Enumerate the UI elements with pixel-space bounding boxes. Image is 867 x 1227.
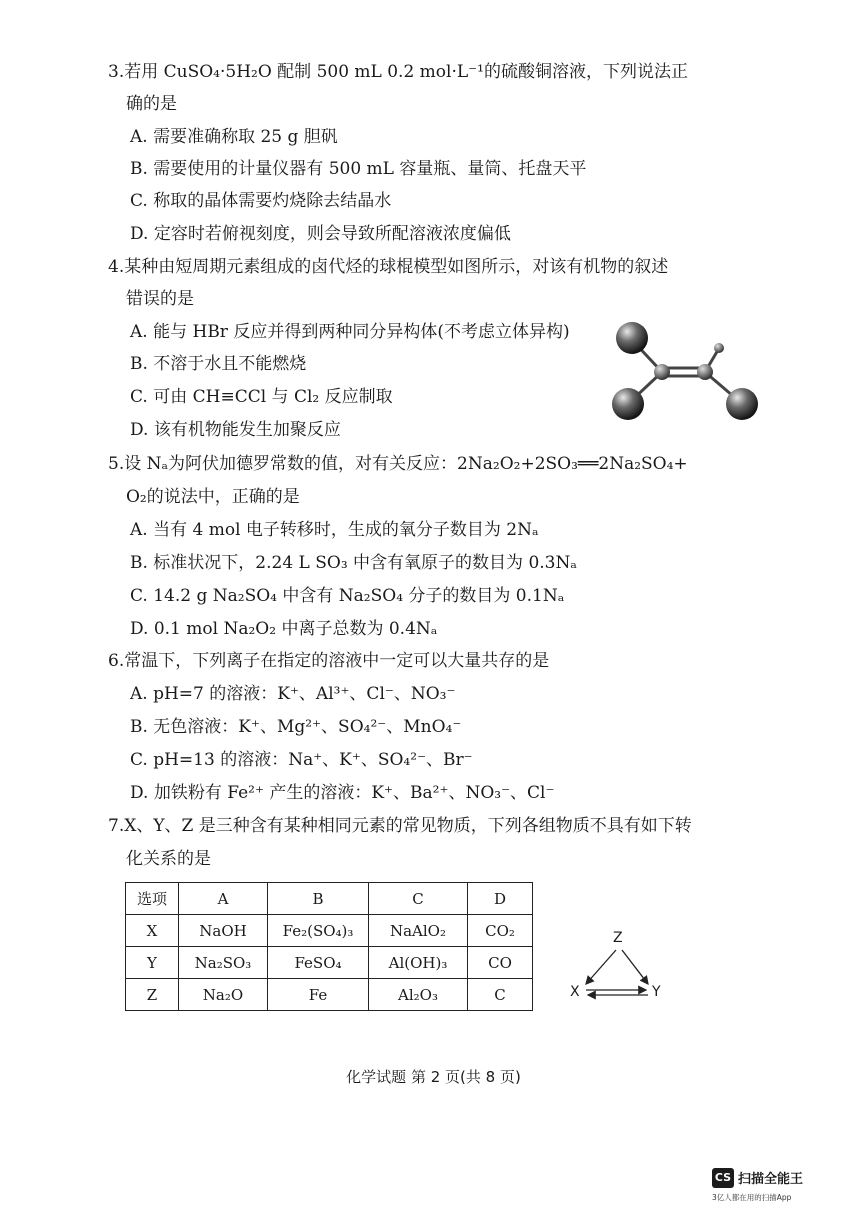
q7-stem-line2: 化关系的是 [126, 849, 211, 869]
table-cell: Fe [268, 979, 369, 1011]
diagram-label-y: Y [652, 984, 661, 1000]
q6-option-c: C. pH=13 的溶液：Na⁺、K⁺、SO₄²⁻、Br⁻ [130, 750, 473, 770]
q3-stem-line2: 确的是 [126, 94, 177, 114]
q4-option-a: A. 能与 HBr 反应并得到两种同分异构体(不考虑立体异构) [130, 322, 570, 342]
table-row [126, 915, 533, 947]
q5-stem-line1: 5.设 Nₐ为阿伏加德罗常数的值，对有关反应：2Na₂O₂+2SO₃══2Na₂SO₄+ [108, 454, 688, 474]
q4-option-d: D. 该有机物能发生加聚反应 [130, 420, 341, 440]
table-cell: Z [126, 979, 179, 1011]
q3-stem-line1: 3.若用 CuSO₄·5H₂O 配制 500 mL 0.2 mol·L⁻¹的硫酸铜溶液，下列说法正 [108, 62, 688, 82]
table-cell: Fe₂(SO₄)₃ [268, 915, 369, 947]
q6-option-a: A. pH=7 的溶液：K⁺、Al³⁺、Cl⁻、NO₃⁻ [130, 684, 456, 704]
table-cell: NaOH [179, 915, 268, 947]
xyz-conversion-diagram [568, 928, 668, 1008]
table-cell: CO₂ [468, 915, 533, 947]
q6-stem: 6.常温下，下列离子在指定的溶液中一定可以大量共存的是 [108, 651, 550, 671]
table-cell: CO [468, 947, 533, 979]
scanner-watermark [712, 1166, 822, 1206]
page-footer: 化学试题 第 2 页(共 8 页) [346, 1068, 521, 1086]
scanner-subtitle: 3亿人都在用的扫描App [712, 1193, 792, 1202]
q3-option-a: A. 需要准确称取 25 g 胆矾 [130, 127, 338, 147]
scanner-title: 扫描全能王 [738, 1172, 804, 1187]
table-header-cell: A [179, 883, 268, 915]
q4-stem-line2: 错误的是 [126, 289, 194, 309]
q5-option-a: A. 当有 4 mol 电子转移时，生成的氧分子数目为 2Nₐ [130, 520, 539, 540]
q3-option-b: B. 需要使用的计量仪器有 500 mL 容量瓶、量筒、托盘天平 [130, 159, 587, 179]
q4-option-c: C. 可由 CH≡CCl 与 Cl₂ 反应制取 [130, 387, 393, 407]
q6-option-b: B. 无色溶液：K⁺、Mg²⁺、SO₄²⁻、MnO₄⁻ [130, 717, 462, 737]
table-header-cell: B [268, 883, 369, 915]
q5-stem-line2: O₂的说法中，正确的是 [126, 487, 300, 507]
diagram-label-x: X [570, 984, 580, 1000]
q6-option-d: D. 加铁粉有 Fe²⁺ 产生的溶液：K⁺、Ba²⁺、NO₃⁻、Cl⁻ [130, 783, 555, 803]
table-cell: X [126, 915, 179, 947]
q5-option-b: B. 标准状况下，2.24 L SO₃ 中含有氧原子的数目为 0.3Nₐ [130, 553, 577, 573]
q7-options-table [125, 882, 533, 1011]
q7-stem-line1: 7.X、Y、Z 是三种含有某种相同元素的常见物质，下列各组物质不具有如下转 [108, 816, 692, 836]
table-cell: Al₂O₃ [369, 979, 468, 1011]
table-header-cell: 选项 [126, 883, 179, 915]
ball-stick-model-figure [600, 310, 780, 430]
q3-option-c: C. 称取的晶体需要灼烧除去结晶水 [130, 191, 392, 211]
q4-stem-line1: 4.某种由短周期元素组成的卤代烃的球棍模型如图所示，对该有机物的叙述 [108, 257, 669, 277]
table-cell: Y [126, 947, 179, 979]
table-cell: NaAlO₂ [369, 915, 468, 947]
diagram-label-z: Z [613, 930, 623, 946]
q3-option-d: D. 定容时若俯视刻度，则会导致所配溶液浓度偏低 [130, 224, 511, 244]
table-cell: Al(OH)₃ [369, 947, 468, 979]
table-header-cell: D [468, 883, 533, 915]
table-cell: Na₂SO₃ [179, 947, 268, 979]
scanner-logo: CS [712, 1168, 734, 1188]
q5-option-c: C. 14.2 g Na₂SO₄ 中含有 Na₂SO₄ 分子的数目为 0.1Nₐ [130, 586, 565, 606]
table-cell: Na₂O [179, 979, 268, 1011]
table-cell: C [468, 979, 533, 1011]
table-header-row [126, 883, 533, 915]
table-row [126, 979, 533, 1011]
q4-option-b: B. 不溶于水且不能燃烧 [130, 354, 307, 374]
q5-option-d: D. 0.1 mol Na₂O₂ 中离子总数为 0.4Nₐ [130, 619, 438, 639]
table-row [126, 947, 533, 979]
table-header-cell: C [369, 883, 468, 915]
table-cell: FeSO₄ [268, 947, 369, 979]
